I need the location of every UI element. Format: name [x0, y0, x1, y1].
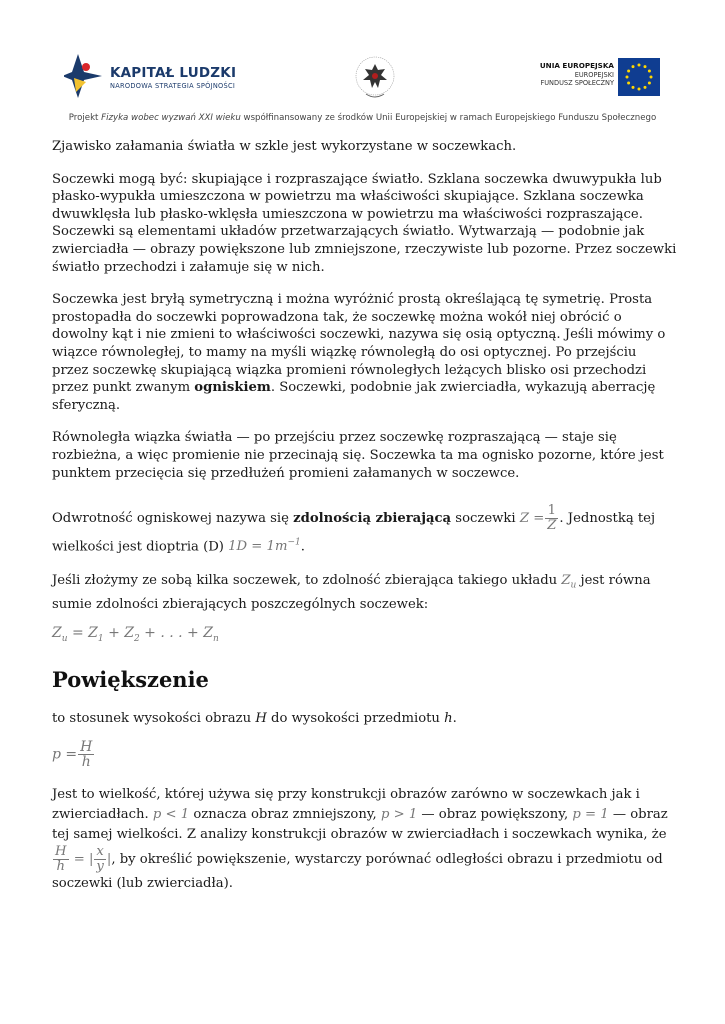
ratio-denominator: h: [56, 858, 65, 874]
project-prefix: Projekt: [68, 113, 102, 123]
eu-logo: [518, 58, 660, 96]
p8-text-e: , by określić powiększenie, wystarczy porównać odległości obrazu i przedmiotu od soczewki (lub zwierciadła).: [52, 851, 663, 891]
p5-text-c: . Jednostką tej wielkości jest dioptria (D): [52, 511, 656, 555]
p6-text-a: Jeśli złożymy ze sobą kilka soczewek, to zdolność zbierająca takiego układu: [52, 573, 562, 589]
sum-sub-2: 2: [133, 634, 140, 645]
p5-text-d: .: [300, 539, 305, 555]
p3-text-a: Soczewka jest bryłą symetryczną i można wyróżnić prostą określającą tę symetrię. Prosta prostopadła do soczewki poprowadzona tak, że soczewkę można wokół niej obrócić o dowolny kąt i nie zmieni to właściwości soczewki, nazywa się osią optyczną. Jeśli mówimy o wiązce równoległej, to mamy na myśli wiązkę równoległą do osi optycznej. Po przejściu przez soczewkę skupiającą wiązka promieni równoległych leżących blisko osi przechodzi przez punkt zwanym: [52, 292, 666, 396]
document-body: [52, 138, 677, 909]
formula-diopter: [228, 539, 301, 554]
p8-text-b: oznacza obraz zmniejszony,: [189, 806, 381, 822]
page-header: [0, 0, 725, 130]
p8-text-c: — obraz powiększony,: [417, 806, 573, 822]
p7-text-b: do wysokości przedmiotu: [266, 711, 445, 727]
eu-line-2: EUROPEJSKI: [574, 70, 614, 79]
p6-text-b: jest równa sumie zdolności zbierających poszczególnych soczewek:: [52, 573, 651, 612]
power-fraction: [545, 504, 558, 533]
magnification-denominator: h: [81, 753, 91, 770]
formula-p-greater: p > 1: [380, 806, 418, 822]
symbol-H: H: [255, 711, 267, 727]
kapital-ludzki-star-icon: [64, 52, 102, 98]
paragraph-optical-axis: [52, 291, 677, 414]
term-focus: ogniskiem: [194, 380, 271, 396]
eu-main-label: UNIA EUROPEJSKA: [539, 61, 614, 70]
magnification-lhs: p =: [52, 746, 78, 763]
section-heading-magnification: Powiększenie: [52, 666, 209, 692]
kapital-ludzki-logo: [64, 52, 244, 102]
power-denominator: Z: [547, 518, 557, 534]
formula-zu-inline: [561, 573, 577, 592]
ratio-fraction: [53, 845, 69, 874]
formula-p-equal: p = 1: [572, 806, 609, 822]
ratio-close: |: [106, 851, 112, 867]
paragraph-intro: Zjawisko załamania światła w szkle jest wykorzystane w soczewkach.: [52, 139, 517, 154]
p3-text-b: . Soczewki, podobnie jak zwierciadła, wykazują aberrację sferyczną.: [52, 380, 656, 413]
sum-term-n: + . . . + Z: [139, 625, 213, 642]
paragraph-power: [52, 504, 677, 557]
xy-numerator: x: [94, 845, 105, 860]
xy-fraction: [94, 845, 105, 874]
magnification-numerator: H: [80, 738, 93, 755]
diopter-exponent: −1: [287, 538, 301, 549]
sum-term-2: + Z: [103, 625, 134, 642]
p5-text-a: Odwrotność ogniskowej nazywa się: [52, 511, 294, 527]
project-line: [0, 113, 725, 123]
formula-magnification: [52, 740, 677, 769]
sum-sub-n: n: [212, 634, 219, 645]
project-title: Fizyka wobec wyzwań XXI wieku: [101, 113, 241, 123]
formula-sum: [52, 625, 677, 648]
ratio-numerator: H: [55, 843, 67, 859]
project-suffix: współfinansowany ze środków Unii Europejskiej w ramach Europejskiego Funduszu Społecznego: [240, 113, 657, 123]
kapital-ludzki-title: KAPITAŁ LUDZKI: [110, 65, 237, 81]
paragraph-magnification-usage: [52, 785, 677, 894]
university-seal-icon: [354, 54, 396, 102]
eu-text: [540, 62, 614, 88]
formula-power: [519, 503, 560, 534]
kapital-ludzki-subtitle: NARODOWA STRATEGIA SPÓJNOŚCI: [110, 82, 236, 90]
eu-flag-icon: [618, 58, 660, 96]
term-power: zdolnością zbierającą: [293, 511, 452, 527]
zu-base: Z: [561, 573, 571, 589]
power-numerator: 1: [545, 504, 558, 519]
sum-sub-u: u: [61, 634, 68, 645]
zu-subscript: u: [570, 581, 577, 592]
formula-ratio: [52, 843, 112, 874]
formula-p-less: p < 1: [152, 806, 190, 822]
eu-line-3: FUNDUSZ SPOŁECZNY: [540, 79, 614, 87]
ratio-equals: = |: [69, 851, 94, 867]
symbol-h: h: [444, 711, 453, 727]
p8-text-d: — obraz tej samej wielkości. Z analizy konstrukcji obrazów w zwierciadłach i soczewkach wynika, że: [52, 806, 668, 842]
p7-text-a: to stosunek wysokości obrazu: [52, 711, 256, 727]
sum-lhs: Z: [52, 625, 62, 642]
xy-denominator: y: [96, 858, 104, 874]
paragraph-system: [52, 572, 677, 613]
p7-text-c: .: [452, 711, 457, 727]
paragraph-diverging: Równoległa wiązka światła — po przejściu przez soczewkę rozpraszającą — staje się rozbieżna, a więc promienie nie przecinają się. Soczewka ta ma ognisko pozorne, które jest punktem przecięcia się przedłużeń promieni załamanych w soczewce.: [52, 430, 664, 481]
magnification-fraction: [78, 740, 94, 769]
p5-text-b: soczewki: [451, 511, 520, 527]
power-lhs: Z =: [519, 511, 545, 527]
paragraph-magnification-def: [52, 710, 677, 728]
p8-text-a: Jest to wielkość, której używa się przy konstrukcji obrazów zarówno w soczewkach jak i zwierciadłach.: [52, 786, 640, 822]
sum-sub-1: 1: [97, 634, 104, 645]
sum-term-1: = Z: [67, 625, 98, 642]
paragraph-lens-types: Soczewki mogą być: skupiające i rozpraszające światło. Szklana soczewka dwuwypukła lub płasko-wypukła umieszczona w powietrzu ma właściwości skupiające. Szklana soczewka dwuwklęsła lub płasko-wklęsła umieszczona w powietrzu ma właściwości rozpraszające. Soczewki są elementami układów przetwarzających światło. Wytwarzają — podobnie jak zwierciadła — obrazy powiększone lub zmniejszone, rzeczywiste lub pozorne. Przez soczewki światło przechodzi i załamuje się w nich.: [52, 171, 677, 275]
diopter-base: 1D = 1m: [228, 539, 288, 555]
